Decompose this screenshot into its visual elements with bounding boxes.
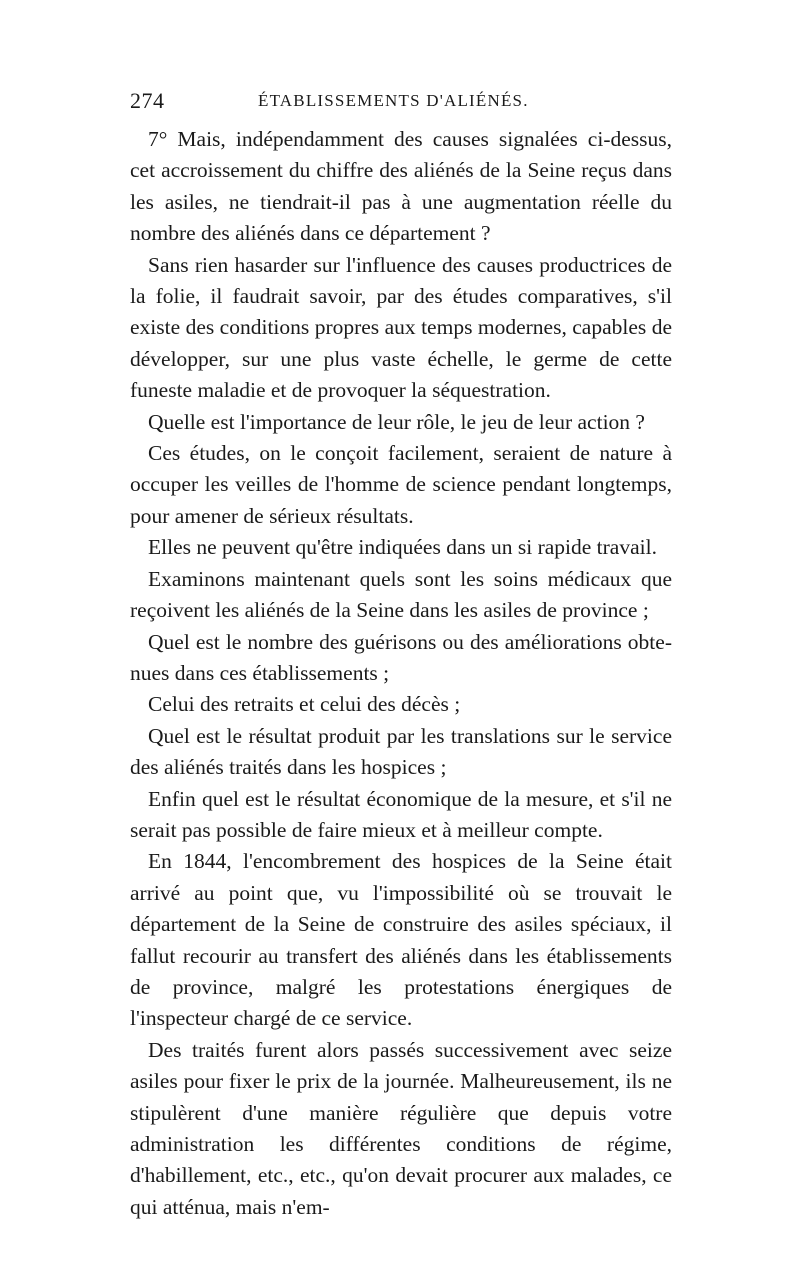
paragraph: Des traités furent alors passés successivement avec seize asiles pour fixer le prix de la journée. Malheureusement, ils ne stipulèrent d'une manière régulière que depuis votre administration les différentes conditions de régime, d'habillement, etc., etc., qu'on devait procurer aux malades, ce qui atténua, mais n'em-: [130, 1037, 672, 1219]
paragraph: Examinons maintenant quels sont les soins médicaux que reçoivent les aliénés de la Seine dans les asiles de province ;: [130, 566, 672, 623]
paragraph: Ces études, on le conçoit facilement, seraient de nature à occuper les veilles de l'homme de science pendant longtemps, pour amener de sérieux résultats.: [130, 441, 672, 528]
paragraph: 7° Mais, indépendamment des causes signalées ci-dessus, cet accroissement du chiffre des aliénés de la Seine reçus dans les asiles, ne tiendrait-il pas à une augmentation réelle du nombre des aliénés dans ce département ?: [130, 127, 672, 246]
paragraph: Enfin quel est le résultat économique de la mesure, et s'il ne serait pas possible de faire mieux et à meilleur compte.: [130, 786, 672, 842]
running-head: [130, 88, 672, 118]
paragraph: En 1844, l'encombrement des hospices de la Seine était arrivé au point que, vu l'impossibilité où se trouvait le département de la Seine de construire des asiles spéciaux, il fallut recourir au transfert des aliénés dans les établissements de province, malgré les protestations énergiques de l'inspecteur chargé de ce service.: [130, 849, 672, 1031]
paragraph: Quelle est l'importance de leur rôle, le jeu de leur action ?: [148, 409, 645, 434]
paragraph: Celui des retraits et celui des décès ;: [148, 692, 461, 717]
running-title: ÉTABLISSEMENTS D'ALIÉNÉS.: [258, 91, 529, 110]
page-number: 274: [130, 88, 165, 113]
paragraph: Elles ne peuvent qu'être indiquées dans un si rapide travail.: [148, 535, 657, 560]
paragraph: Quel est le nombre des guérisons ou des améliorations obtenues dans ces établissements ;: [130, 629, 672, 685]
paragraph: Quel est le résultat produit par les translations sur le service des aliénés traités dans les hospices ;: [130, 723, 672, 780]
paragraph: Sans rien hasarder sur l'influence des causes productrices de la folie, il faudrait savoir, par des études comparatives, s'il existe des conditions propres aux temps modernes, capables de développer, sur une plus vaste échelle, le germe de cette funeste maladie et de provoquer la séquestration.: [130, 252, 672, 403]
body-text: [130, 124, 672, 1223]
